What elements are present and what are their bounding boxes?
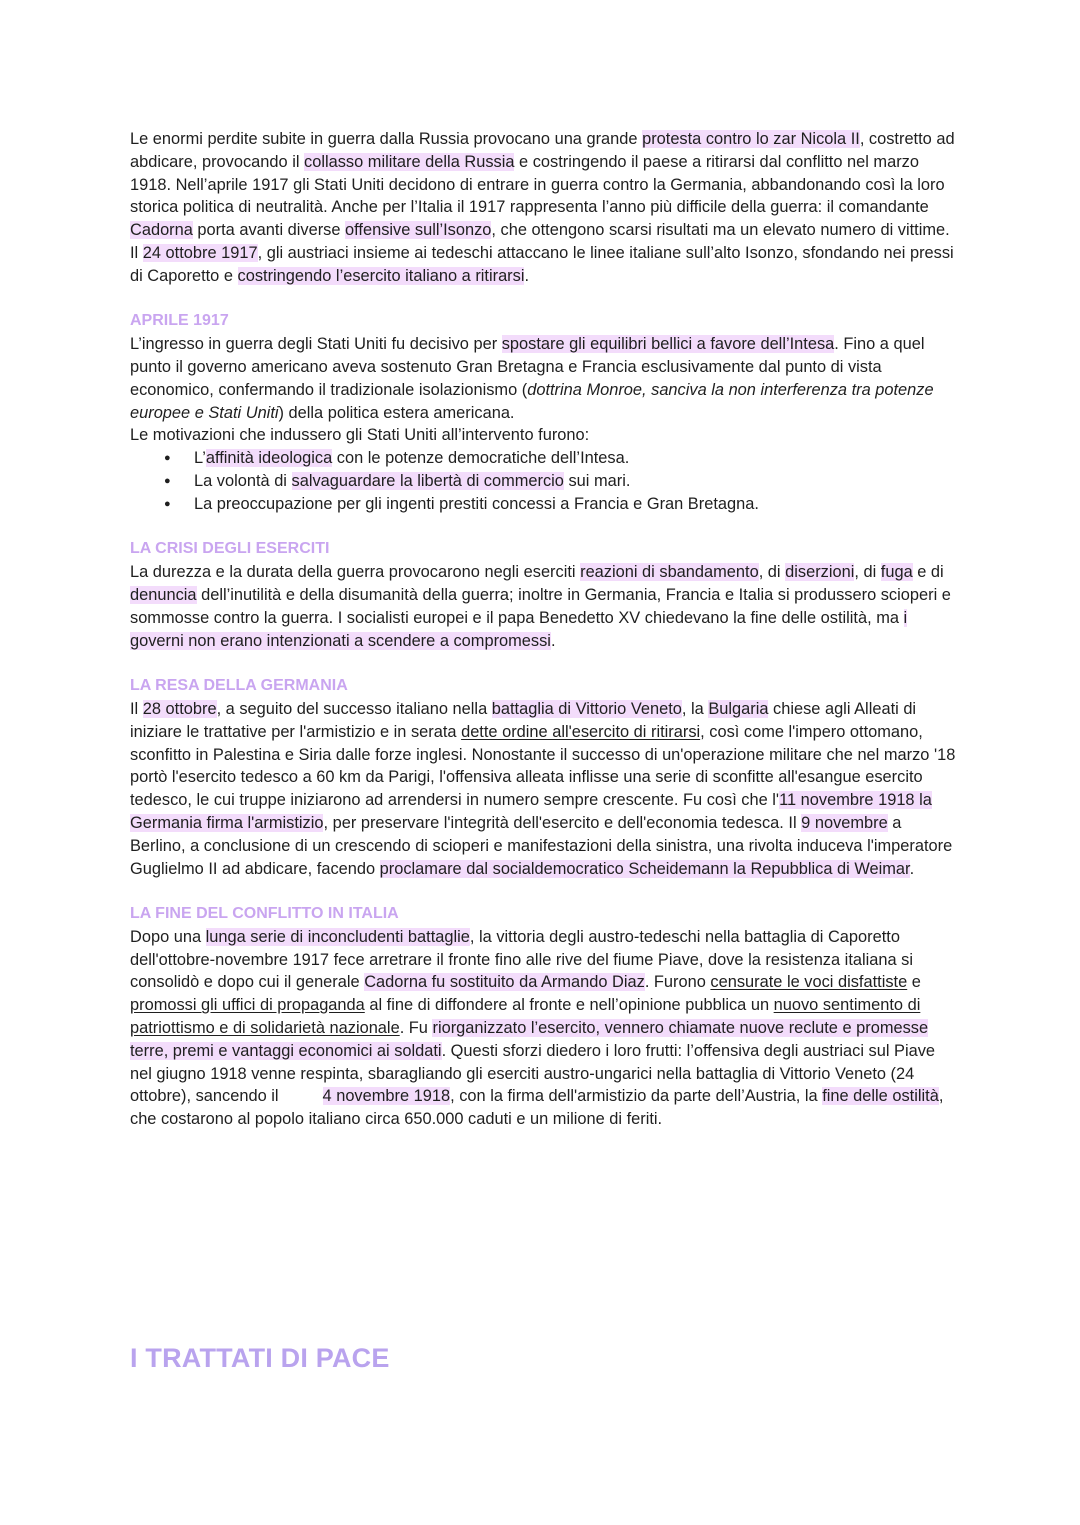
highlight: protesta contro lo zar Nicola II <box>642 130 860 148</box>
italic-text: dottrina Monroe, sanciva la non interferenza tra potenze europee e Stati Uniti <box>130 380 934 422</box>
highlight: 9 novembre <box>801 813 888 832</box>
highlight: fuga <box>880 563 913 582</box>
highlight: 4 novembre 1918 <box>322 1087 451 1106</box>
highlight: reazioni di sbandamento <box>580 563 759 582</box>
list-item: ● L’affinità ideologica con le potenze democratiche dell’Intesa. <box>164 447 960 470</box>
paragraph: La durezza e la durata della guerra provocarono negli eserciti reazioni di sbandamento, di diserzioni, di fuga e di denuncia dell’inutilità e della disumanità della guerra; inoltre in Germania, Francia e Italia si produssero scioperi e sommosse contro la guerra. I socialisti europei e il papa Benedetto XV chiedevano la fine delle ostilità, ma i governi non erano intenzionati a scendere a compromessi. <box>130 563 951 650</box>
intro-paragraph: Le enormi perdite subite in guerra dalla Russia provocano una grande protesta contro lo zar Nicola II, costretto ad abdicare, provocando il collasso militare della Russia e costringendo il paese a ritirarsi dal conflitto nel marzo 1918. Nell’aprile 1917 gli Stati Uniti decidono di entrare in guerra contro la Germania, abbandonando così la loro storica politica di neutralità. Anche per l’Italia il 1917 rappresenta l’anno più difficile della guerra: il comandante Cadorna porta avanti diverse offensive sull’Isonzo, che ottengono scarsi risultati ma un elevato numero di vittime. Il 24 ottobre 1917, gli austriaci insieme ai tedeschi attaccano le linee italiane sull’alto Isonzo, sfondando nei pressi di Caporetto e costringendo l’esercito italiano a ritirarsi. <box>130 130 955 285</box>
highlight: 11 novembre 1918 la Germania firma l'armistizio <box>130 791 932 832</box>
highlight: Cadorna <box>130 221 193 240</box>
paragraph: L’ingresso in guerra degli Stati Uniti fu decisivo per spostare gli equilibri bellici a favore dell’Intesa. Fino a quel punto il governo americano aveva sostenuto Gran Bretagna e Francia esclusivamente dal punto di vista economico, confermando il tradizionale isolazionismo (dottrina Monroe, sanciva la non interferenza tra potenze europee e Stati Uniti) della politica estera americana. <box>130 335 934 422</box>
list-item: ● La preoccupazione per gli ingenti prestiti concessi a Francia e Gran Bretagna. <box>164 493 960 516</box>
section-fine-conflitto <box>130 903 960 1131</box>
highlight: Bulgaria <box>708 699 769 718</box>
highlight: diserzioni <box>785 563 855 582</box>
highlight: riorganizzato l’esercito, vennero chiamate nuove reclute e promesse terre, premi e vantaggi economici ai soldati <box>130 1019 929 1060</box>
paragraph: Le motivazioni che indussero gli Stati Uniti all’intervento furono: <box>130 426 590 445</box>
highlight: 24 ottobre 1917 <box>142 243 258 262</box>
section-aprile-1917 <box>130 310 960 515</box>
section-crisi-eserciti <box>130 538 960 652</box>
chapter-title: I TRATTATI DI PACE <box>130 1343 390 1373</box>
bullet-list <box>130 447 960 515</box>
highlight: costringendo l’esercito italiano a ritirarsi <box>237 266 525 285</box>
section-heading: LA CRISI DEGLI ESERCITI <box>130 540 330 558</box>
highlight: i governi non erano intenzionati a scendere a compromessi <box>130 608 908 650</box>
section-heading: APRILE 1917 <box>130 312 229 330</box>
highlight: spostare gli equilibri bellici a favore dell’Intesa <box>501 335 835 354</box>
section-heading: LA FINE DEL CONFLITTO IN ITALIA <box>130 905 399 923</box>
highlight: proclamare dal socialdemocratico Scheidemann la Repubblica di Weimar <box>379 859 910 878</box>
underlined-text: dette ordine all'esercito di ritirarsi <box>461 722 701 741</box>
highlight: offensive sull’Isonzo <box>345 221 492 240</box>
paragraph: Dopo una lunga serie di inconcludenti battaglie, la vittoria degli austro-tedeschi nella battaglia di Caporetto dell'ottobre-novembre 1917 fece arretrare il fronte fino alle rive del fiume Piave, dove la resistenza italiana si consolidò e dopo cui il generale Cadorna fu sostituito da Armando Diaz. Furono censurate le voci disfattiste e promossi gli uffici di propaganda al fine di diffondere al fronte e nell’opinione pubblica un nuovo sentimento di patriottismo e di solidarietà nazionale. Fu riorganizzato l’esercito, vennero chiamate nuove reclute e promesse terre, premi e vantaggi economici ai soldati. Questi sforzi diedero i loro frutti: l’offensiva degli austriaci sul Piave nel giugno 1918 venne respinta, sbaragliando gli eserciti austro-ungarici nella battaglia di Vittorio Veneto (24 ottobre), sancendo il 4 novembre 1918, con la firma dell'armistizio da parte dell’Austria, la fine delle ostilità, che costarono al popolo italiano circa 650.000 caduti e un milione di feriti. <box>130 927 944 1129</box>
highlight: battaglia di Vittorio Veneto <box>491 699 682 718</box>
highlight: fine delle ostilità <box>822 1087 939 1106</box>
highlight: Cadorna fu sostituito da Armando Diaz <box>364 973 645 992</box>
document-page <box>130 128 960 1131</box>
highlight: lunga serie di inconcludenti battaglie <box>205 927 470 946</box>
highlight: salvaguardare la libertà di commercio <box>291 471 564 490</box>
underlined-text: promossi gli uffici di propaganda <box>130 996 365 1015</box>
underlined-text: nuovo sentimento di patriottismo e di solidarietà nazionale <box>130 996 921 1038</box>
highlight: affinità ideologica <box>205 449 333 468</box>
paragraph: Il 28 ottobre, a seguito del successo italiano nella battaglia di Vittorio Veneto, la Bulgaria chiese agli Alleati di iniziare le trattative per l'armistizio e in serata dette ordine all'esercito di ritirarsi, così come l'impero ottomano, sconfitto in Palestina e Siria dalle forze inglesi. Nonostante il successo di un'operazione militare che nel marzo '18 portò l'esercito tedesco a 60 km da Parigi, l'offensiva alleata inflisse una serie di sconfitte all'esangue esercito tedesco, le cui truppe iniziarono ad arrendersi in numero sempre crescente. Fu così che l'11 novembre 1918 la Germania firma l'armistizio, per preservare l'integrità dell'esercito e dell'economia tedesca. Il 9 novembre a Berlino, a conclusione di un crescendo di scioperi e manifestazioni della sinistra, una rivolta induceva l'imperatore Guglielmo II ad abdicare, facendo proclamare dal socialdemocratico Scheidemann la Repubblica di Weimar. <box>130 699 956 878</box>
highlight: 28 ottobre <box>142 699 217 718</box>
highlight: denuncia <box>130 585 197 604</box>
highlight: collasso militare della Russia <box>304 152 515 171</box>
underlined-text: censurate le voci disfattiste <box>710 973 908 992</box>
section-resa-germania <box>130 675 960 880</box>
list-item: ● La volontà di salvaguardare la libertà di commercio sui mari. <box>164 470 960 493</box>
section-heading: LA RESA DELLA GERMANIA <box>130 677 348 695</box>
